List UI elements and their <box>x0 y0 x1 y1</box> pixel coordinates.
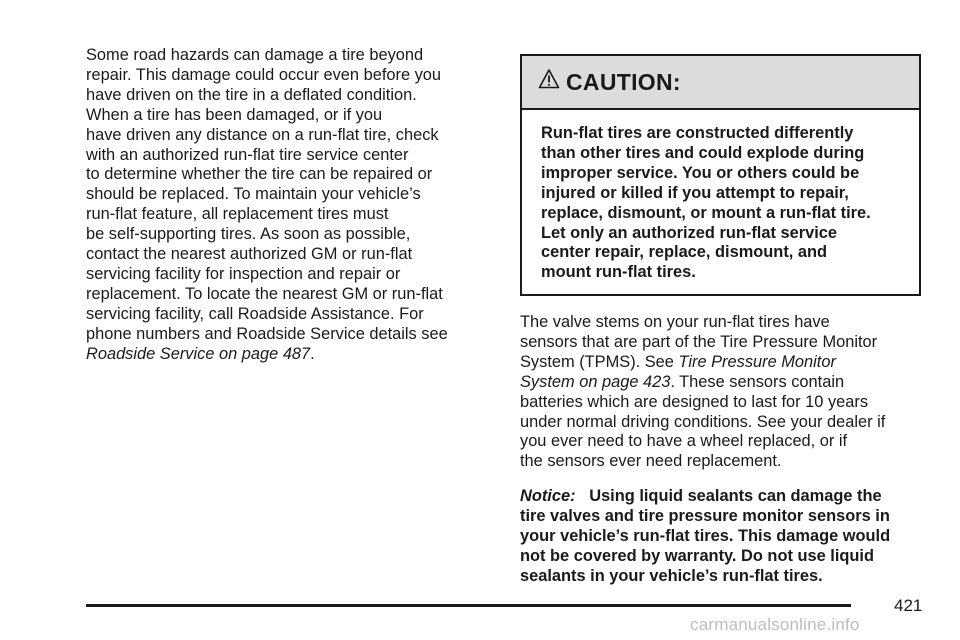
notice-line: your vehicle’s run-flat tires. This damage would <box>520 527 891 546</box>
ref-line <box>86 345 496 365</box>
tpms-paragraph <box>520 313 930 472</box>
watermark: carmanualsonline.info <box>690 615 860 634</box>
body-line <box>520 373 930 393</box>
notice-paragraph <box>520 487 930 587</box>
body-line: repair. This damage could occur even before you <box>86 65 442 84</box>
body-line: with an authorized run-flat tire service center <box>86 145 409 164</box>
body-line: have driven on the tire in a deflated condition. <box>86 85 417 104</box>
body-line: under normal driving conditions. See your dealer if <box>520 412 886 431</box>
body-line <box>520 353 930 373</box>
caution-line: injured or killed if you attempt to repair, <box>541 183 849 202</box>
body-line: have driven any distance on a run-flat tire, check <box>86 125 439 144</box>
footer-rule <box>86 604 851 607</box>
caution-line: Run-flat tires are constructed differently <box>541 124 854 142</box>
notice-line: not be covered by warranty. Do not use liquid <box>520 546 874 565</box>
caution-line: mount run-flat tires. <box>541 263 696 282</box>
body-line: servicing facility for inspection and repair or <box>86 264 401 283</box>
notice-text: Using liquid sealants can damage the <box>589 487 882 506</box>
caution-line: Let only an authorized run-flat service <box>541 223 837 242</box>
caution-line: than other tires and could explode during <box>541 143 865 162</box>
body-line: The valve stems on your run-flat tires have <box>520 313 830 331</box>
caution-line: replace, dismount, or mount a run-flat tire. <box>541 203 871 222</box>
tpms-link-continued[interactable]: System on page 423 <box>520 372 671 391</box>
caution-text <box>522 110 919 283</box>
body-line: replacement. To locate the nearest GM or run-flat <box>86 284 443 303</box>
see-text: System (TPMS). See <box>520 352 679 371</box>
body-line: to determine whether the tire can be repaired or <box>86 165 433 184</box>
notice-label: Notice: <box>520 487 576 506</box>
roadside-service-link[interactable]: Roadside Service on page 487 <box>86 344 311 363</box>
body-line: should be replaced. To maintain your vehicle’s <box>86 185 421 204</box>
notice-line <box>520 487 930 507</box>
body-line: the sensors ever need replacement. <box>520 452 782 471</box>
body-line: sensors that are part of the Tire Pressure Monitor <box>520 332 878 351</box>
left-column <box>86 46 496 365</box>
warning-triangle-icon <box>538 68 560 90</box>
body-line: batteries which are designed to last for 10 years <box>520 392 869 411</box>
notice-line: sealants in your vehicle’s run-flat tires. <box>520 566 823 585</box>
body-line: you ever need to have a wheel replaced, or if <box>520 432 848 451</box>
body-line: Some road hazards can damage a tire beyond <box>86 46 424 64</box>
notice-line: tire valves and tire pressure monitor sensors in <box>520 507 890 526</box>
page-number: 421 <box>894 596 923 615</box>
body-line: When a tire has been damaged, or if you <box>86 105 383 124</box>
body-line: phone numbers and Roadside Service details see <box>86 324 448 343</box>
caution-title: CAUTION: <box>566 68 681 95</box>
caution-line: improper service. You or others could be <box>541 163 860 182</box>
right-column <box>520 313 930 587</box>
tpms-link[interactable]: Tire Pressure Monitor <box>678 352 836 371</box>
ref-suffix: . <box>310 344 315 363</box>
body-text: . These sensors contain <box>670 372 845 391</box>
caution-box <box>520 54 921 296</box>
caution-line: center repair, replace, dismount, and <box>541 243 828 262</box>
caution-header <box>522 56 919 110</box>
body-line: servicing facility, call Roadside Assistance. For <box>86 304 424 323</box>
body-line: contact the nearest authorized GM or run-flat <box>86 245 413 264</box>
body-line: be self-supporting tires. As soon as possible, <box>86 225 411 244</box>
body-line: run-flat feature, all replacement tires must <box>86 205 389 224</box>
